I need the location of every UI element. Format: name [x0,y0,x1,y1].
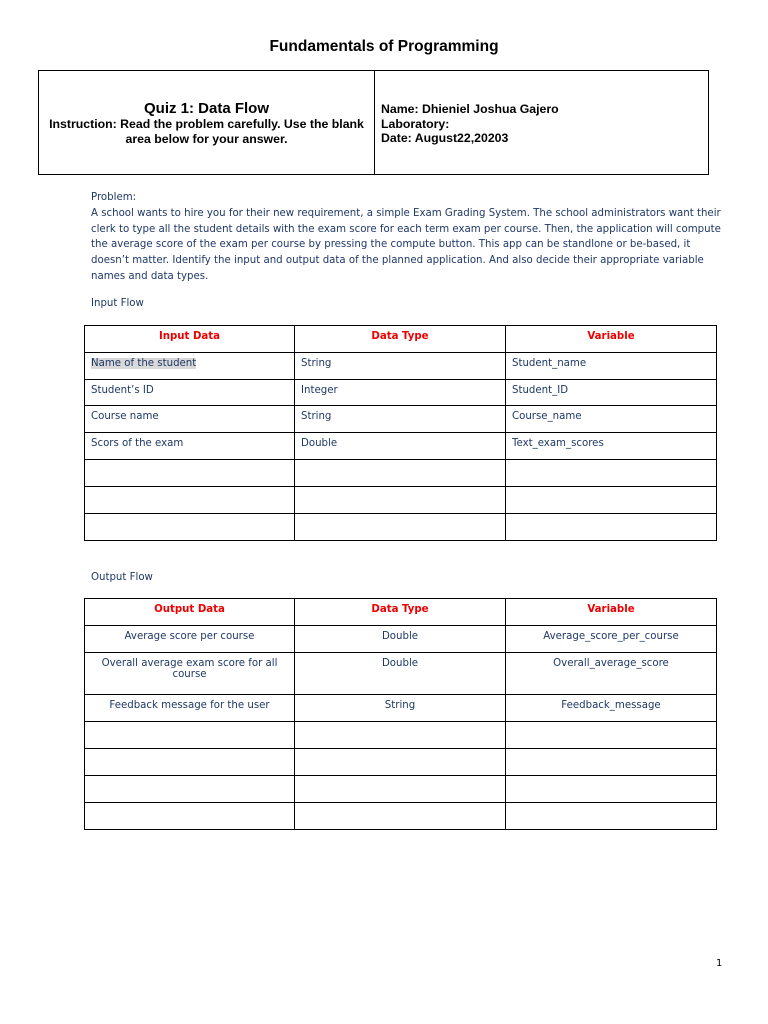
table-cell: Overall_average_score [506,653,717,695]
table-cell: Double [295,626,506,653]
table-cell: Feedback_message [506,695,717,722]
table-header-row [85,326,717,353]
page-number: 1 [716,958,723,969]
table-row [85,776,717,803]
quiz-date: Date: August22,20203 [381,131,509,145]
table-row [85,749,717,776]
table-row [85,803,717,830]
table-row [85,406,717,433]
table-cell [295,460,506,487]
table-row [85,353,717,380]
table-cell: Scors of the exam [85,433,295,460]
table-row [85,380,717,406]
column-header: Data Type [295,326,506,353]
table-row [85,722,717,749]
table-cell: Student_name [506,353,717,380]
column-header: Input Data [85,326,295,353]
quiz-header-box [38,70,709,175]
table-cell: Feedback message for the user [85,695,295,722]
table-row [85,653,717,695]
output-flow-label: Output Flow [91,572,153,583]
student-name: Name: Dhieniel Joshua Gajero [381,102,559,116]
table-cell [295,776,506,803]
table-cell: Average score per course [85,626,295,653]
table-header-row [85,599,717,626]
table-cell [295,514,506,541]
table-cell [506,749,717,776]
table-cell [506,776,717,803]
table-cell: Student’s ID [85,380,295,406]
page-title: Fundamentals of Programming [269,38,499,55]
table-cell: Double [295,653,506,695]
table-cell: Double [295,433,506,460]
column-header: Variable [506,326,717,353]
table-cell [85,487,295,514]
table-cell: Average_score_per_course [506,626,717,653]
column-header: Data Type [295,599,506,626]
table-row [85,514,717,541]
table-cell [85,722,295,749]
table-cell [85,514,295,541]
table-cell: Student_ID [506,380,717,406]
column-header: Variable [506,599,717,626]
laboratory-label: Laboratory: [381,116,450,131]
table-cell [506,722,717,749]
table-cell [295,749,506,776]
highlighted-text: Name of the student [91,358,197,369]
table-cell [506,803,717,830]
table-cell [85,460,295,487]
table-cell: Overall average exam score for all course [85,653,295,695]
table-cell: String [295,695,506,722]
table-cell: Course_name [506,406,717,433]
quiz-title: Quiz 1: Data Flow [143,100,269,117]
table-cell: Integer [295,380,506,406]
table-cell [295,803,506,830]
instruction-text: Instruction: Read the problem carefully. Use the blank area below for your answer. [49,117,364,146]
table-cell [85,776,295,803]
problem-text: A school wants to hire you for their new requirement, a simple Exam Grading System. The school administrators want their clerk to type all the student details with the exam score for each term exam per course. Then, the application will compute the average score of the exam per course by pressing the compute button. This app can be standlone or be-based, it doesn’t matter. Identify the input and output data of the planned application. And also decide their appropriate variable names and data types. [91,207,721,282]
table-cell [506,514,717,541]
table-row [85,460,717,487]
table-cell [295,722,506,749]
table-cell: Course name [85,406,295,433]
table-cell: Text_exam_scores [506,433,717,460]
table-cell: String [295,406,506,433]
table-cell: String [295,353,506,380]
student-info-cell [375,71,708,174]
input-flow-table [84,325,717,541]
table-row [85,433,717,460]
table-cell [85,803,295,830]
table-cell [506,460,717,487]
input-flow-label: Input Flow [91,298,144,309]
table-row [85,487,717,514]
quiz-info-cell [39,71,375,174]
table-cell [295,487,506,514]
output-flow-table [84,598,717,830]
table-row [85,626,717,653]
problem-label: Problem: [91,192,137,203]
table-cell [85,353,295,380]
problem-section [91,190,731,285]
table-cell [506,487,717,514]
table-cell [85,749,295,776]
table-row [85,695,717,722]
column-header: Output Data [85,599,295,626]
